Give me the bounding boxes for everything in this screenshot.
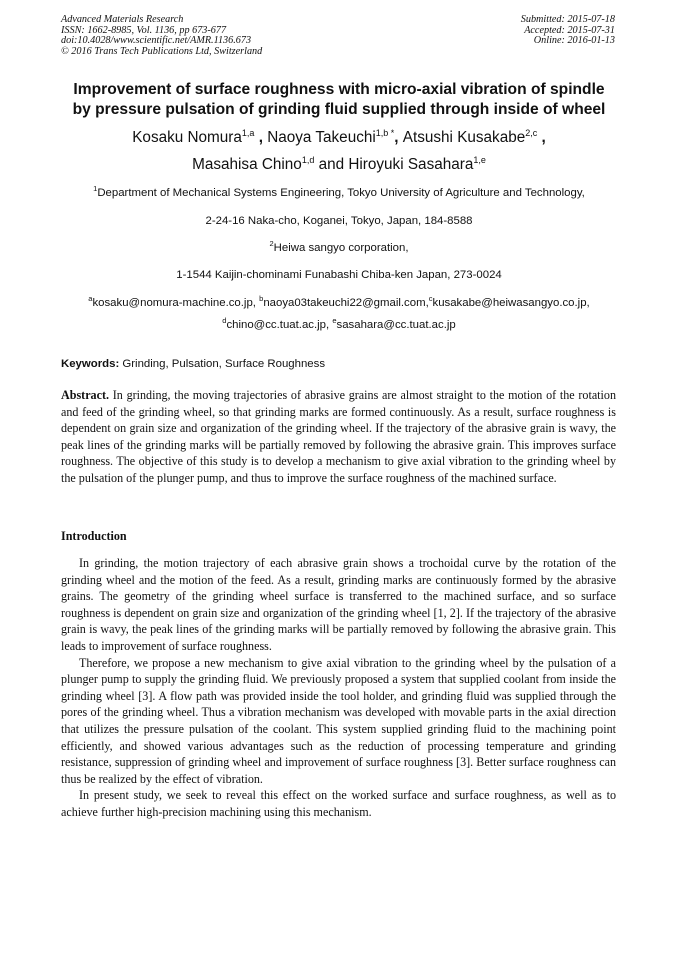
author-separator: ,	[541, 129, 546, 146]
online-date: Online: 2016-01-13	[533, 35, 615, 46]
author-name: Atsushi Kusakabe	[402, 129, 526, 146]
email-b[interactable]: naoya03takeuchi22@gmail.com,	[263, 297, 429, 309]
affiliation-2-line-2: 1-1544 Kaijin-chominami Funabashi Chiba-ken Japan, 273-0024	[176, 269, 502, 281]
title-line-2: by pressure pulsation of grinding fluid supplied through inside of wheel	[72, 101, 606, 118]
author-name: Naoya Takeuchi	[267, 129, 376, 146]
author-sup: 1,b *	[375, 128, 395, 138]
journal-copyright: © 2016 Trans Tech Publications Ltd, Switzerland	[61, 45, 263, 57]
email-line-1: $^a$kosaku@nomura-machine.co.jp, $^b$naoya03takeuchi22@gmail.com,$^c$kusakabe@heiwasangyo.co.jp,	[88, 294, 590, 309]
keywords-text: Grinding, Pulsation, Surface Roughness	[122, 358, 326, 370]
email-a[interactable]: kosaku@nomura-machine.co.jp,	[92, 297, 256, 309]
author-sup: 1,e	[473, 155, 486, 165]
journal-name: Advanced Materials Research	[61, 14, 184, 25]
author-line-2	[30, 151, 648, 178]
abstract-label: Abstract.	[61, 388, 110, 402]
intro-paragraph-3: In present study, we seek to reveal this effect on the worked surface and surface roughness, as well as to achieve further high-precision machining using this mechanism.	[61, 788, 616, 819]
affiliation-1-line-1: $^1$Department of Mechanical Systems Engineering, Tokyo University of Agriculture and Technology,	[93, 184, 585, 199]
intro-paragraph-2: Therefore, we propose a new mechanism to give axial vibration to the grinding wheel by the pulsation of a plunger pump to supply the grinding fluid. We previously proposed a system that supplied coolant from inside the grinding wheel [3]. A flow path was provided inside the tool holder, and grinding fluid was supplied through the pores of the grinding wheel. Thus a vibration mechanism was developed with movable parts in the axial direction that utilizes the pressure pulsation of the coolant. This system supplied grinding fluid to the machining point efficiently, and showed various advantages such as the reduction of processing temperature and grinding resistance, suppression of grinding wheel and improvement of surface roughness [3]. Better surface roughness can thus be realized by the effect of vibration.	[61, 655, 616, 786]
accepted-date: Accepted: 2015-07-31	[524, 24, 615, 36]
dates-header	[521, 15, 615, 47]
journal-header	[61, 15, 262, 57]
abstract	[61, 387, 616, 487]
email-c[interactable]: kusakabe@heiwasangyo.co.jp,	[432, 297, 590, 309]
introduction-heading: Introduction	[61, 529, 127, 543]
email-e[interactable]: sasahara@cc.tuat.ac.jp	[336, 319, 456, 331]
author-sup: 2,c	[525, 128, 538, 138]
introduction-body	[61, 555, 616, 821]
author-name: Kosaku Nomura	[132, 129, 242, 146]
author-sup: 1,a	[241, 128, 255, 138]
abstract-text: In grinding, the moving trajectories of abrasive grains are almost straight to the motion of the rotation and feed of the grinding wheel, so that grinding marks are formed continuously. As a result, surface roughness is dependent on grain size and organization of the grinding wheel. If the trajectory of the abrasive grain is wavy, the peak lines of the grinding marks will be partially removed by following the abrasive grain. This improves surface roughness. The objective of this study is to develop a mechanism to give axial vibration to the grinding wheel by the pulsation of the plunger pump, and thus to improve the surface roughness of the machined surface.	[61, 388, 616, 485]
journal-issn: ISSN: 1662-8985, Vol. 1136, pp 673-677	[61, 24, 227, 36]
author-list	[30, 124, 648, 178]
author-separator: ,	[258, 129, 263, 146]
affiliation-2-line-1: $^2$Heiwa sangyo corporation,	[269, 239, 409, 254]
author-line-1	[30, 124, 648, 151]
email-d[interactable]: chino@cc.tuat.ac.jp,	[226, 319, 330, 331]
intro-paragraph-1: In grinding, the motion trajectory of each abrasive grain shows a trochoidal curve by the rotation of the grinding wheel and the motion of the feed. As a result, grinding marks are continuously formed by the abrasive grains. The geometry of the grinding wheel surface is transferred to the machined surface, and so surface roughness is dependent on grain size and organization of the grinding wheel [1, 2]. If the trajectory of the abrasive grain is wavy, the peak lines of the grinding marks will be partially removed by following the abrasive grain. This leads to improvement of surface roughness.	[61, 556, 616, 653]
author-sup: 1,d	[301, 155, 315, 165]
title-line-1: Improvement of surface roughness with micro-axial vibration of spindle	[73, 81, 605, 98]
keywords-label: Keywords:	[61, 358, 120, 370]
paper-title	[30, 80, 648, 120]
journal-doi: doi:10.4028/www.scientific.net/AMR.1136.673	[61, 35, 252, 46]
author-name: Masahisa Chino	[192, 156, 302, 173]
author-separator: ,	[394, 129, 399, 146]
affiliation-1-line-2: 2-24-16 Naka-cho, Koganei, Tokyo, Japan, 184-8588	[205, 215, 473, 227]
email-line-2: $^d$chino@cc.tuat.ac.jp, $^e$sasahara@cc.tuat.ac.jp	[222, 316, 456, 331]
author-and: and	[318, 156, 345, 173]
author-name: Hiroyuki Sasahara	[348, 156, 474, 173]
submitted-date: Submitted: 2015-07-18	[520, 14, 615, 25]
keywords	[61, 357, 621, 371]
